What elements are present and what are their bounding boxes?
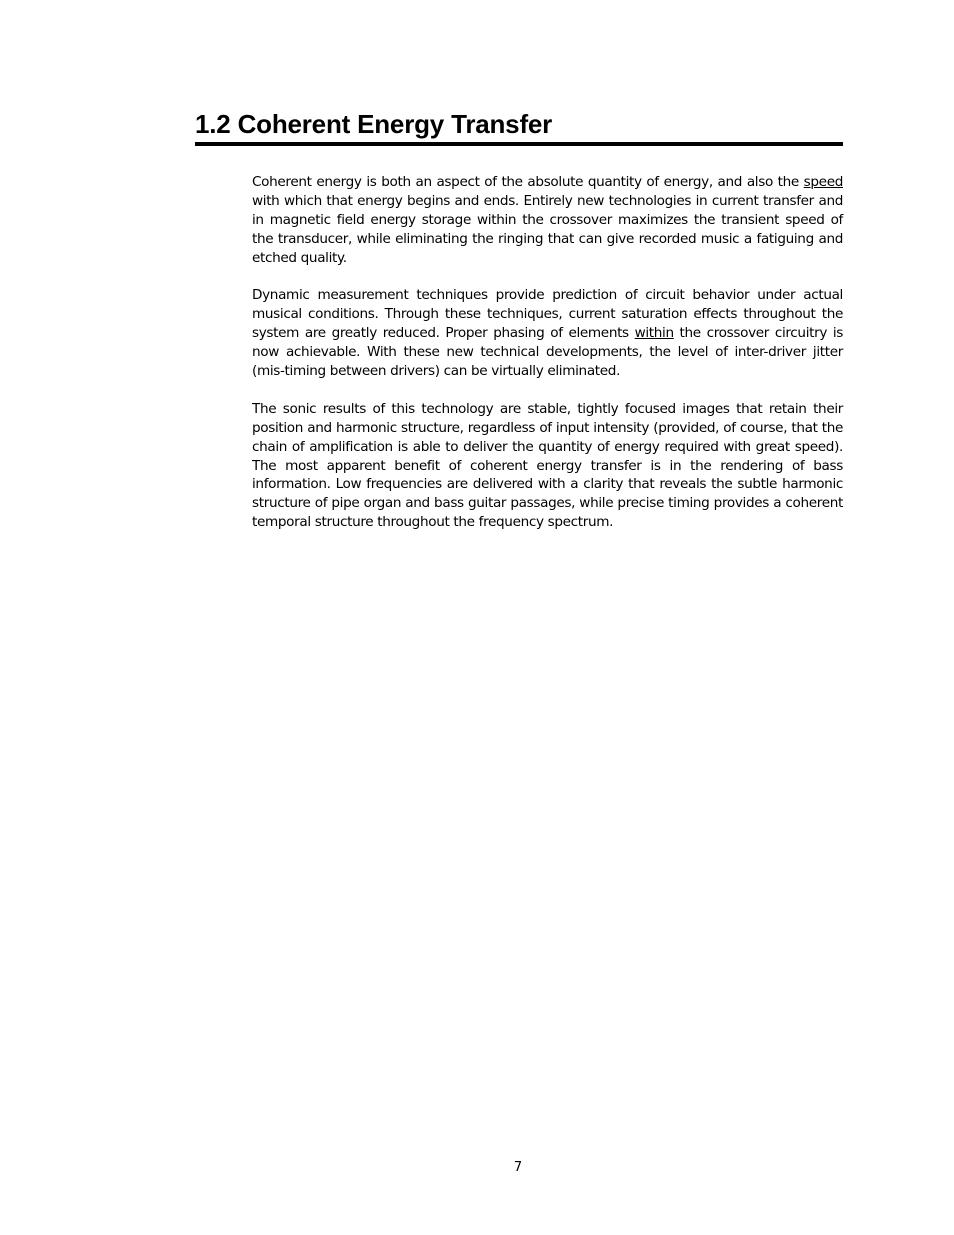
- emphasis-within: within: [634, 325, 674, 342]
- paragraph-text: Dynamic measurement techniques provide prediction of circuit behavior under actual musical conditions. Through these techniques, current saturation effects throughout the system are greatly reduced. Proper phasing of elements: [252, 287, 843, 342]
- paragraph-text: the crossover circuitry is now achievable. With these new technical developments, the level of inter-driver jitter (mis-timing between drivers) can be virtually eliminated.: [252, 325, 843, 380]
- section-heading: [195, 106, 843, 146]
- paragraph-dynamic-measurement: [252, 286, 843, 381]
- paragraph-coherent-energy: [252, 173, 843, 268]
- paragraph-text: Coherent energy is both an aspect of the absolute quantity of energy, and also the: [252, 174, 804, 190]
- section-title: 1.2 Coherent Energy Transfer: [195, 109, 553, 139]
- paragraph-sonic-results: The sonic results of this technology are stable, tightly focused images that retain their position and harmonic structure, regardless of input intensity (provided, of course, that the chain of amplification is able to deliver the quantity of energy required with great speed). The most apparent benefit of coherent energy transfer is in the rendering of bass information. Low frequencies are delivered with a clarity that reveals the subtle harmonic structure of pipe organ and bass guitar passages, while precise timing provides a coherent temporal structure throughout the frequency spectrum.: [252, 400, 843, 531]
- page-number: 7: [513, 1160, 523, 1175]
- title-underline-rule: [195, 142, 843, 146]
- emphasis-speed: speed: [803, 174, 843, 190]
- paragraph-text: with which that energy begins and ends. Entirely new technologies in current transfer and in magnetic field energy storage within the crossover maximizes the transient speed of the transducer, while eliminating the ringing that can give recorded music a fatiguing and etched quality.: [252, 192, 843, 266]
- body-text: [252, 173, 843, 551]
